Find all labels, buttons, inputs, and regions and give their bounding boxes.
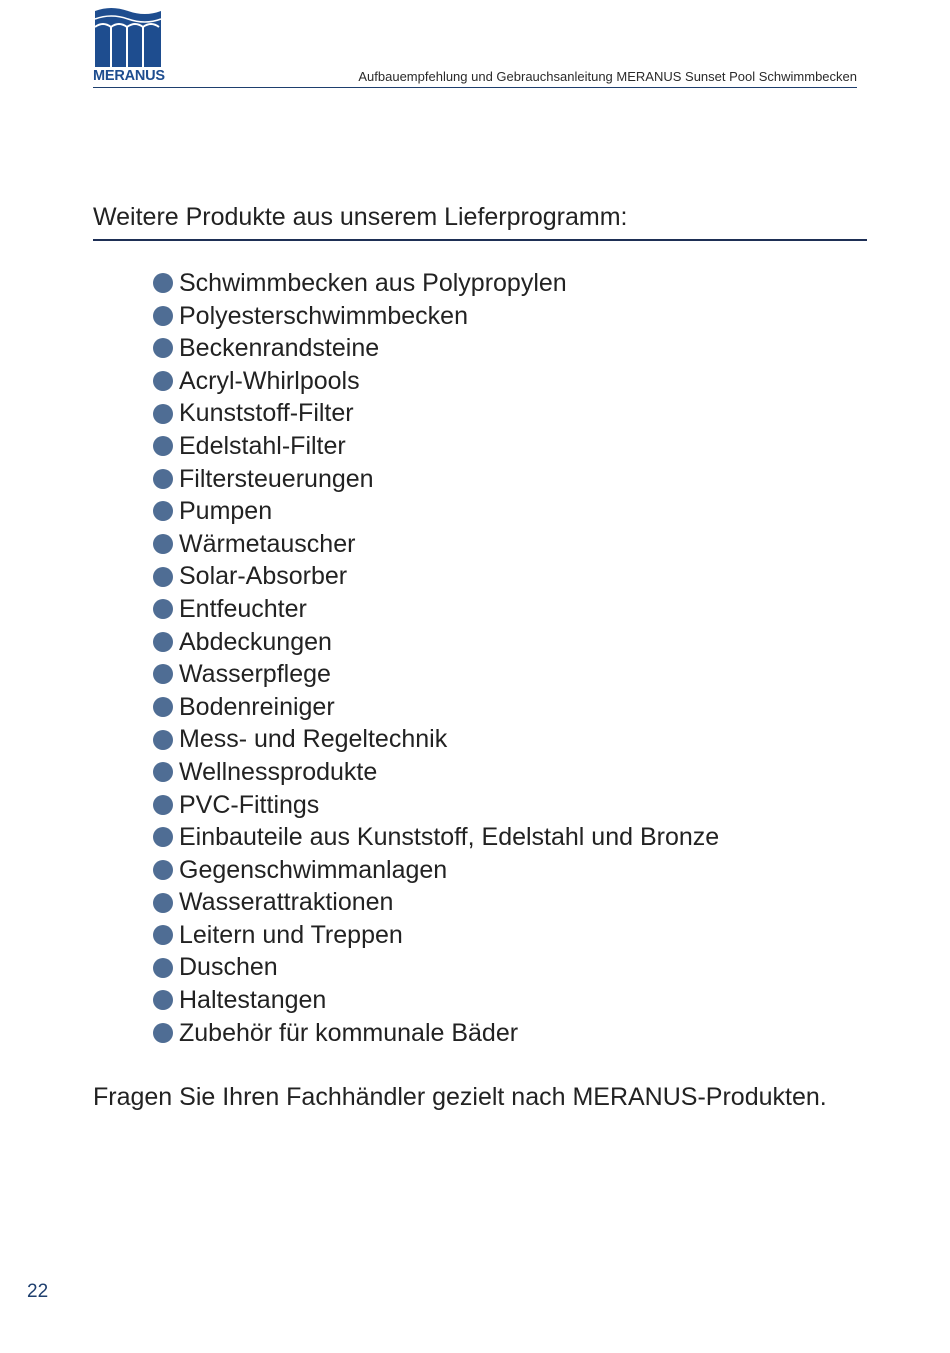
list-item-label: PVC-Fittings <box>179 790 320 819</box>
bullet-icon <box>153 827 173 847</box>
list-item-label: Einbauteile aus Kunststoff, Edelstahl und Bronze <box>179 823 720 852</box>
list-item-label: Edelstahl-Filter <box>179 431 346 460</box>
list-item <box>153 756 719 789</box>
logo-wordmark: MERANUS <box>93 68 165 84</box>
bullet-icon <box>153 567 173 587</box>
list-item <box>153 919 719 952</box>
section-title-underline <box>93 239 867 241</box>
list-item <box>153 886 719 919</box>
bullet-icon <box>153 273 173 293</box>
list-item <box>153 854 719 887</box>
list-item <box>153 365 719 398</box>
product-list <box>153 267 719 1049</box>
list-item-label: Haltestangen <box>179 986 327 1015</box>
bullet-icon <box>153 893 173 913</box>
list-item <box>153 430 719 463</box>
closing-text: Fragen Sie Ihren Fachhändler gezielt nach MERANUS-Produkten. <box>93 1083 827 1111</box>
list-item <box>153 1017 719 1050</box>
bullet-icon <box>153 990 173 1010</box>
list-item <box>153 951 719 984</box>
list-item-label: Polyesterschwimmbecken <box>179 301 468 330</box>
list-item-label: Pumpen <box>179 497 273 526</box>
bullet-icon <box>153 338 173 358</box>
bullet-icon <box>153 371 173 391</box>
bullet-icon <box>153 534 173 554</box>
list-item-label: Leitern und Treppen <box>179 920 403 949</box>
bullet-icon <box>153 697 173 717</box>
list-item-label: Wellnessprodukte <box>179 757 378 786</box>
list-item <box>153 789 719 822</box>
list-item <box>153 691 719 724</box>
list-item <box>153 821 719 854</box>
header-divider <box>93 87 857 88</box>
list-item-label: Mess- und Regeltechnik <box>179 725 448 754</box>
section-title: Weitere Produkte aus unserem Lieferprogramm: <box>93 203 628 231</box>
list-item-label: Filtersteuerungen <box>179 464 374 493</box>
list-item-label: Wasserpflege <box>179 660 331 689</box>
bullet-icon <box>153 860 173 880</box>
list-item <box>153 495 719 528</box>
bullet-icon <box>153 1023 173 1043</box>
list-item-label: Kunststoff-Filter <box>179 399 354 428</box>
bullet-icon <box>153 306 173 326</box>
list-item-label: Gegenschwimmanlagen <box>179 855 448 884</box>
meranus-logo <box>93 5 163 85</box>
list-item-label: Acryl-Whirlpools <box>179 366 360 395</box>
list-item <box>153 397 719 430</box>
bullet-icon <box>153 958 173 978</box>
bullet-icon <box>153 599 173 619</box>
list-item-label: Beckenrandsteine <box>179 334 380 363</box>
list-item-label: Duschen <box>179 953 278 982</box>
list-item <box>153 593 719 626</box>
list-item-label: Schwimmbecken aus Polypropylen <box>179 269 567 297</box>
bullet-icon <box>153 404 173 424</box>
list-item <box>153 626 719 659</box>
list-item-label: Entfeuchter <box>179 594 307 623</box>
page-number: 22 <box>27 1281 49 1302</box>
list-item <box>153 463 719 496</box>
list-item <box>153 984 719 1017</box>
list-item <box>153 658 719 691</box>
meranus-logo-icon <box>93 5 163 67</box>
list-item <box>153 332 719 365</box>
list-item-label: Wasserattraktionen <box>179 888 394 917</box>
list-item <box>153 560 719 593</box>
bullet-icon <box>153 795 173 815</box>
list-item-label: Solar-Absorber <box>179 562 348 591</box>
bullet-icon <box>153 436 173 456</box>
bullet-icon <box>153 762 173 782</box>
list-item-label: Abdeckungen <box>179 627 332 656</box>
list-item <box>153 528 719 561</box>
list-item <box>153 300 719 333</box>
document-header-title: Aufbauempfehlung und Gebrauchsanleitung MERANUS Sunset Pool Schwimmbecken <box>358 69 857 84</box>
bullet-icon <box>153 730 173 750</box>
bullet-icon <box>153 632 173 652</box>
list-item-label: Zubehör für kommunale Bäder <box>179 1018 519 1047</box>
bullet-icon <box>153 469 173 489</box>
bullet-icon <box>153 501 173 521</box>
list-item <box>153 267 719 300</box>
list-item-label: Wärmetauscher <box>179 529 356 558</box>
list-item <box>153 723 719 756</box>
list-item-label: Bodenreiniger <box>179 692 335 721</box>
bullet-icon <box>153 664 173 684</box>
bullet-icon <box>153 925 173 945</box>
